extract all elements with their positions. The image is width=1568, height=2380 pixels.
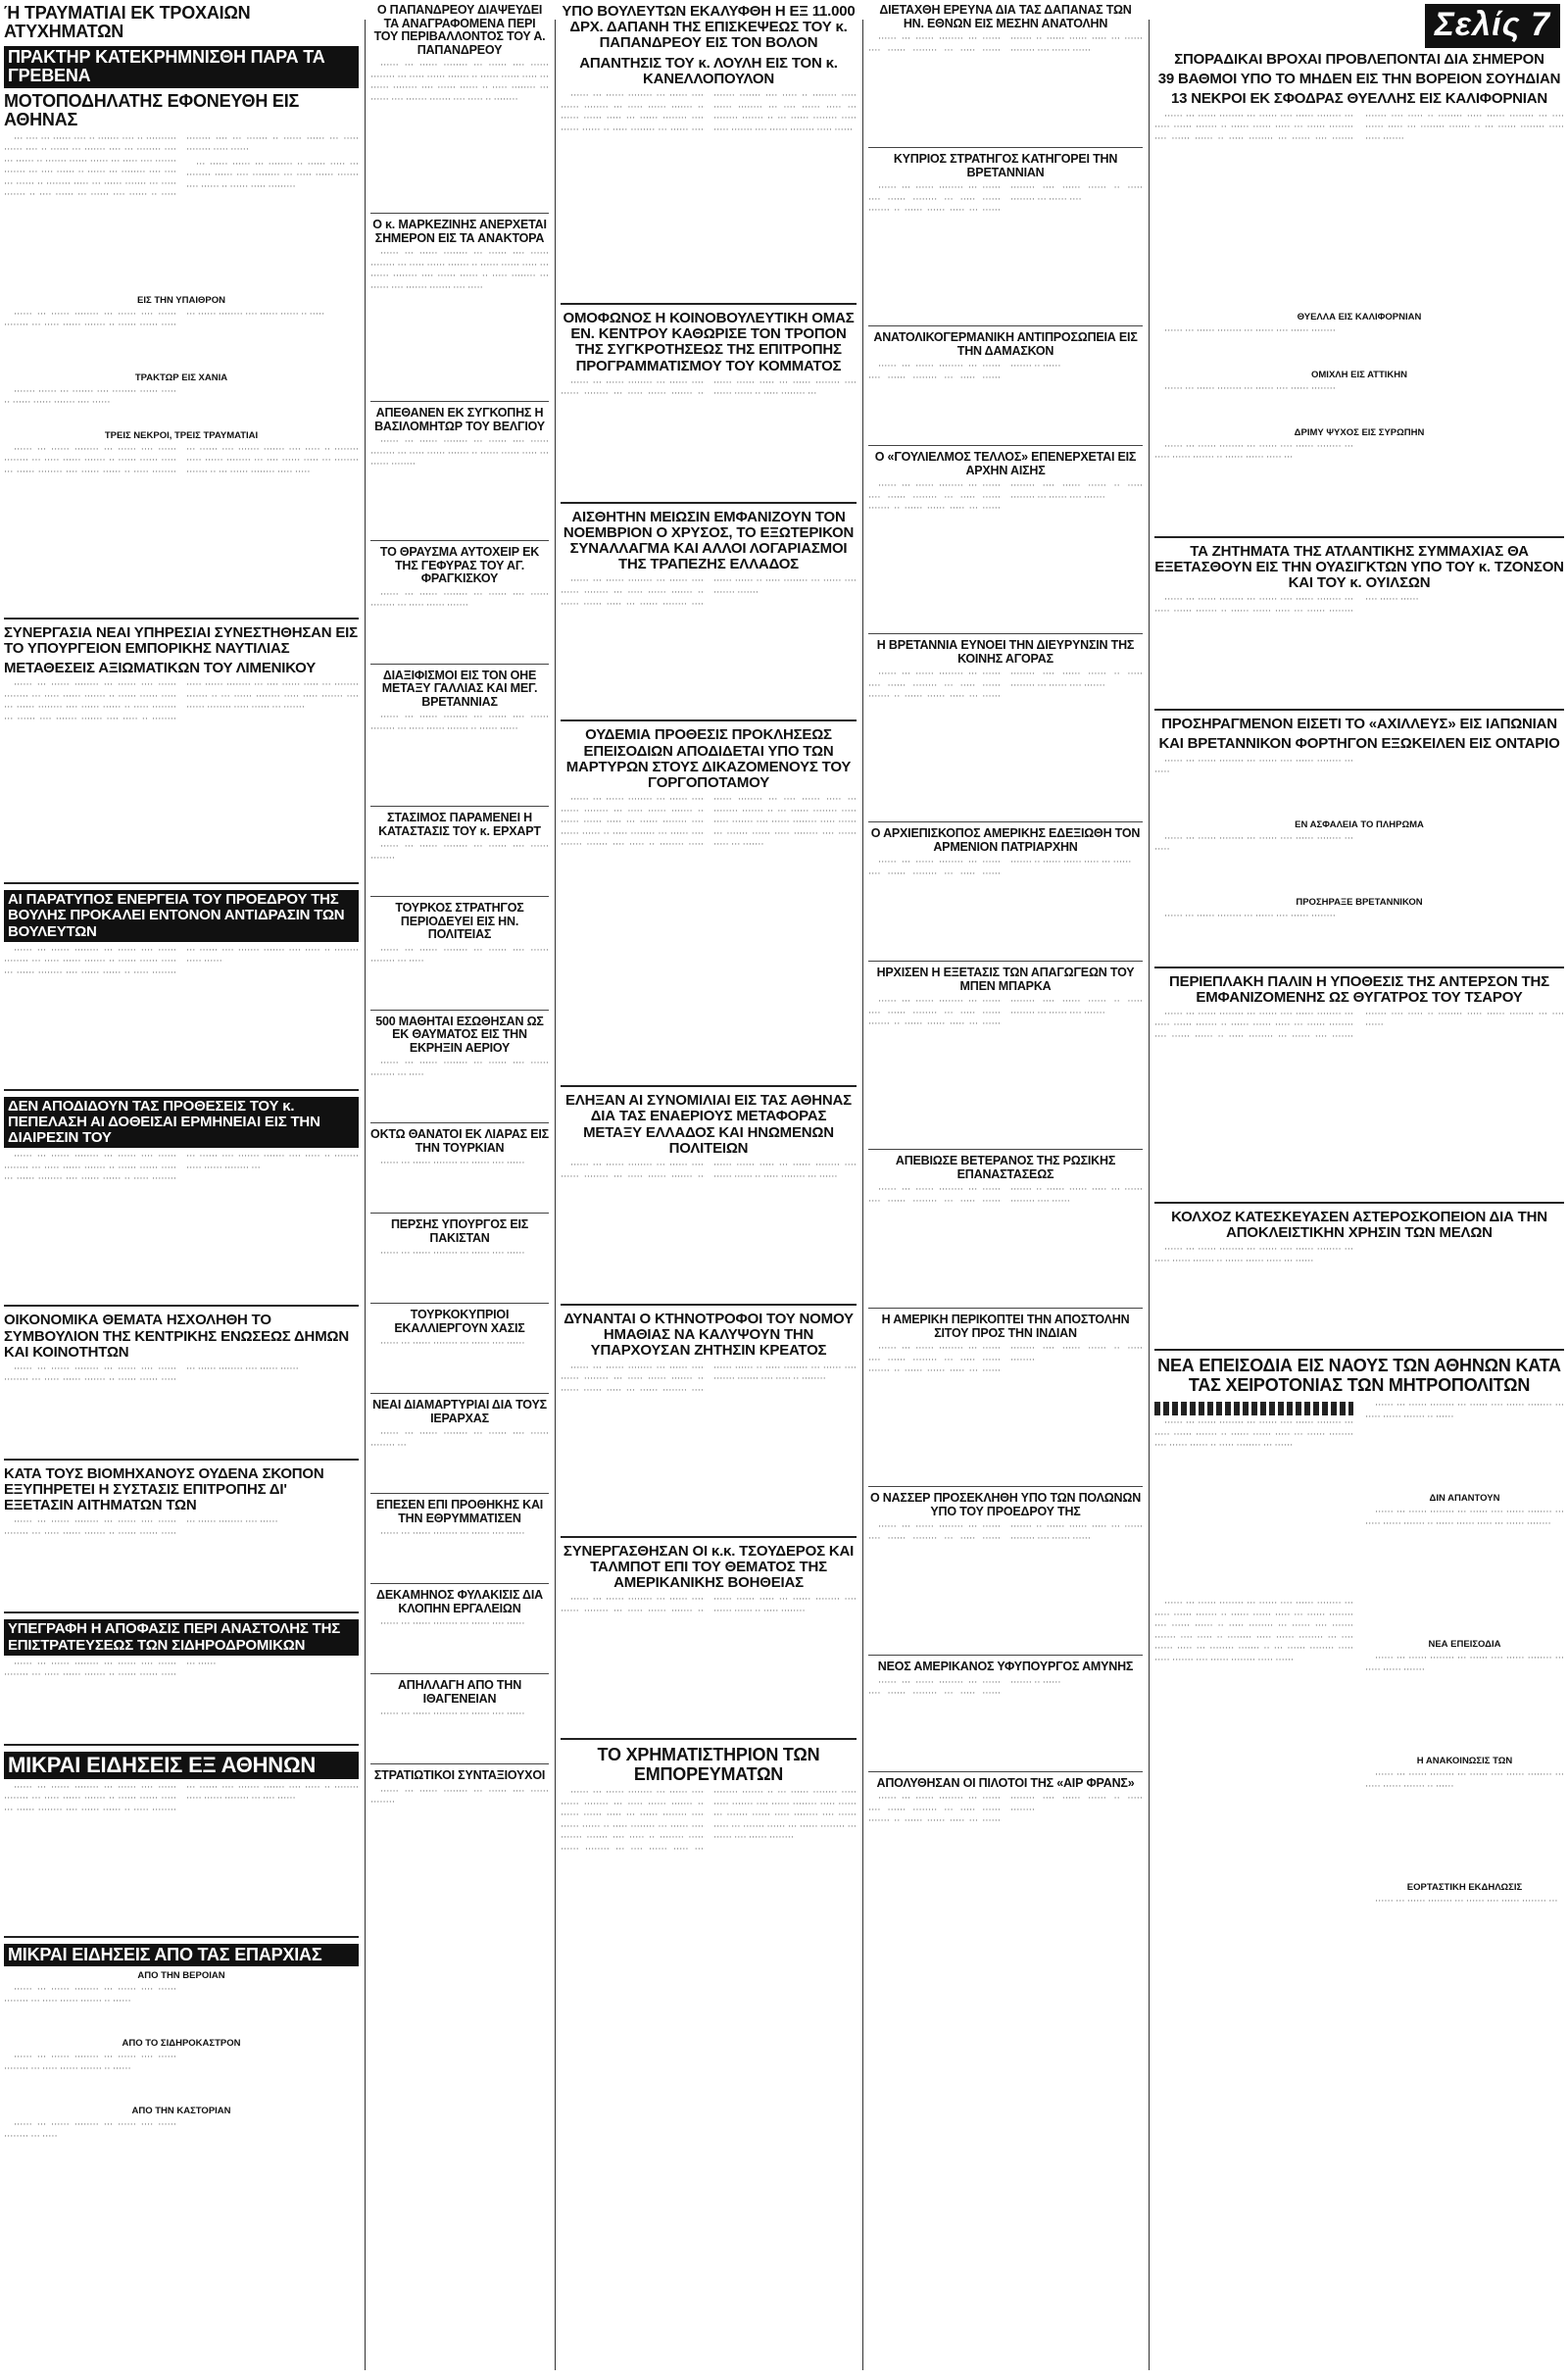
- headline: ΤΟΥΡΚΟΚΥΠΡΙΟΙ ΕΚΑΛΛΙΕΡΓΟΥΝ ΧΑΣΙΣ: [394, 1308, 525, 1335]
- headline: ΔΙΕΤΑΧΘΗ ΕΡΕΥΝΑ ΔΙΑ ΤΑΣ ΔΑΠΑΝΑΣ ΤΩΝ ΗΝ. ΕΘΝΩΝ ΕΙΣ ΜΕΣΗΝ ΑΝΑΤΟΛΗΝ: [879, 3, 1132, 30]
- article-text: ······ ··· ······ ········ ··· ······ ···· ······ ········ ··· ····· ······ ······· ·· ······ ······ ····· ··· ······ ········ ···· ······ ······ ·· ·····: [4, 309, 325, 331]
- article-text: ··· ···· ··· ······ ···· ·· ······· ···· ·· ·········· ······ ···· ·· ······ ··· ······· ···· ··· ········ ···· ··· ······ ·· ······· ······ ······ ··· ····· ···· ······· ······· ··· ···· ······ ·· ······ ··· ········ ···· ···· ··· ······ ·· ········ ····· ··· ······ ······· ··· ····· ······· ·· ···· ······ ··· ······ ···· ······ ·· ····· ········ ···· ··· ······· ·· ······ ······ ··· ····· ········ ····· ······ ··· ······ ······ ··· ········ ·· ······ ····· ··· ········ ······ ···· ········· ··· ····· ······ ······· ···· ······ ·· ······ ····· ·········: [4, 133, 359, 201]
- headline: Η ΑΜΕΡΙΚΗ ΠΕΡΙΚΟΠΤΕΙ ΤΗΝ ΑΠΟΣΤΟΛΗΝ ΣΙΤΟΥ ΠΡΟΣ ΤΗΝ ΙΝΔΙΑΝ: [881, 1313, 1130, 1340]
- headline: ΑΠΗΛΛΑΓΗ ΑΠΟ ΤΗΝ ΙΘΑΓΕΝΕΙΑΝ: [397, 1678, 522, 1706]
- headline: ΜΕΤΑΘΕΣΕΙΣ ΑΞΙΩΜΑΤΙΚΩΝ ΤΟΥ ΛΙΜΕΝΙΚΟΥ: [4, 660, 317, 676]
- headline: ΑΝΑΤΟΛΙΚΟΓΕΡΜΑΝΙΚΗ ΑΝΤΙΠΡΟΣΩΠΕΙΑ ΕΙΣ ΤΗΝ ΔΑΜΑΣΚΟΝ: [873, 330, 1138, 358]
- article-text: ······ ··· ······ ········ ··· ······ ···· ······ ········ ··· ·····: [370, 945, 549, 967]
- article-text: ······ ··· ······ ········ ··· ······ ···· ······ ········: [1164, 911, 1336, 921]
- headline: ΚΟΛΧΟΖ ΚΑΤΕΣΚΕΥΑΣΕΝ ΑΣΤΕΡΟΣΚΟΠΕΙΟΝ ΔΙΑ ΤΗΝ ΑΠΟΚΛΕΙΣΤΙΚΗΝ ΧΡΗΣΙΝ ΤΩΝ ΜΕΛΩΝ: [1171, 1208, 1547, 1242]
- headline: 500 ΜΑΘΗΤΑΙ ΕΣΩΘΗΣΑΝ ΩΣ ΕΚ ΘΑΥΜΑΤΟΣ ΕΙΣ ΤΗΝ ΕΚΡΗΞΙΝ ΑΕΡΙΟΥ: [375, 1014, 544, 1055]
- column-5: [1154, 0, 1564, 2380]
- article-text: ······ ··· ······ ········ ··· ······ ···· ······ ········: [370, 842, 549, 864]
- article-text: ······ ··· ······ ········ ··· ······ ···· ······ ········ ··· ····· ······ ······· ·· ······ ······ ····· ··· ······ ········ ···· ······ ······ ·· ····· ········ ··· ······ ···· ·······: [868, 669, 1143, 703]
- article-text: ······ ··· ······ ········ ··· ······ ···· ······: [380, 1249, 525, 1259]
- subheading: Η ΑΝΑΚΟΙΝΩΣΙΣ ΤΩΝ: [1416, 1756, 1513, 1767]
- article-text: ······ ··· ······ ········ ··· ······ ···· ······: [380, 1159, 525, 1168]
- subheading: ΕΟΡΤΑΣΤΙΚΗ ΕΚΔΗΛΩΣΙΣ: [1406, 1882, 1523, 1894]
- article-text: ······ ··· ······ ········ ··· ······ ···· ······ ········ ··· ····· ······ ······· ·· ······ ······ ····· ··· ······ ········: [370, 437, 549, 471]
- article-text: ······ ··· ······ ········ ··· ······ ···· ······ ········ ··· ····· ······ ······· ·· ······ ······: [370, 713, 549, 734]
- article-text: ······ ··· ······ ········ ··· ······ ···· ······: [380, 1339, 525, 1349]
- article-text: ······ ··· ······ ········ ··· ······ ···· ······ ········ ···: [1375, 1897, 1558, 1908]
- article-text: ······ ··· ······ ········ ··· ······ ···· ······ ········ ··· ····· ······ ······· ·· ······ ······ ····· ··· ······: [1154, 1245, 1353, 1266]
- headline: ΣΠΟΡΑΔΙΚΑΙ ΒΡΟΧΑΙ ΠΡΟΒΛΕΠΟΝΤΑΙ ΔΙΑ ΣΗΜΕΡΟΝ: [1174, 51, 1544, 68]
- article-text: ······ ··· ······ ········ ··· ······ ···· ······ ········ ··· ····· ······ ······· ·· ······ ······ ····· ··· ······ ········ ···· ······ ······ ·· ····· ········ ··· ······ ···· ······· ······· ···· ····· ·· ········ ····· ······ ········ ··· ···· ······ ····· ··· ········ ······· ·· ··· ······ ········ ····· ·····: [4, 444, 359, 477]
- article-text: ······ ··· ······ ········ ··· ······ ···· ······ ········ ··· ····· ······ ······· ·· ······ ······ ····· ··· ······ ········ ···· ······ ······: [868, 1522, 1143, 1544]
- headline: ΑΠΟΛΥΘΗΣΑΝ ΟΙ ΠΙΛΟΤΟΙ ΤΗΣ «ΑΙΡ ΦΡΑΝΣ»: [876, 1775, 1135, 1790]
- article-text: ······ ··· ······ ········ ··· ······ ···· ······ ········ ··· ····· ······ ······· ·· ······ ······ ····· ··· ······ ········ ···· ······ ······ ·· ····· ········ ··· ······ ···· ······· ······· ···· ····· ·· ········ ····· ······ ········ ··· ···· ······ ····· ··· ········ ······· ·· ··· ······ ········ ····· ····· ······· ···· ······ ········ ····· ······: [561, 90, 857, 135]
- article-text: ······ ··· ······ ········ ··· ······ ···· ······ ········ ··· ····· ······ ······· ·· ······ ······ ····· ··· ······ ········ ···· ······ ······ ·· ····· ········ ··· ······ ···· ·······: [868, 481, 1143, 515]
- headline: ΔΥΝΑΝΤΑΙ Ο ΚΤΗΝΟΤΡΟΦΟΙ ΤΟΥ ΝΟΜΟΥ ΗΜΑΘΙΑΣ ΝΑ ΚΑΛΥΨΟΥΝ ΤΗΝ ΥΠΑΡΧΟΥΣΑΝ ΖΗΤΗΣΙΝ ΚΡΕΑΤΟΣ: [564, 1310, 854, 1360]
- headline: ΑΠΕΒΙΩΣΕ ΒΕΤΕΡΑΝΟΣ ΤΗΣ ΡΩΣΙΚΗΣ ΕΠΑΝΑΣΤΑΣΕΩΣ: [895, 1154, 1116, 1181]
- article-text: ······ ··· ······ ········ ··· ······ ···· ······ ········ ··· ····· ······ ······· ·· ······ ······ ····· ··· ······: [868, 858, 1132, 879]
- article-text: ······ ··· ······ ········ ··· ······ ···· ······ ········ ··· ····· ······ ······· ·· ······ ······ ····· ··· ······ ········ ···· ······ ······ ·· ····· ········ ··· ······ ···· ······· ······· ···· ·····: [370, 249, 549, 293]
- headline: ΑΙ ΠΑΡΑΤΥΠΟΣ ΕΝΕΡΓΕΙΑ ΤΟΥ ΠΡΟΕΔΡΟΥ ΤΗΣ ΒΟΥΛΗΣ ΠΡΟΚΑΛΕΙ ΕΝΤΟΝΟΝ ΑΝΤΙΔΡΑΣΙΝ ΤΩΝ ΒΟΥΛΕΥΤΩΝ: [4, 890, 359, 942]
- headline: ΕΛΗΞΑΝ ΑΙ ΣΥΝΟΜΙΛΙΑΙ ΕΙΣ ΤΑΣ ΑΘΗΝΑΣ ΔΙΑ ΤΑΣ ΕΝΑΕΡΙΟΥΣ ΜΕΤΑΦΟΡΑΣ ΜΕΤΑΞΥ ΕΛΛΑΔΟΣ ΚΑΙ ΗΝΩΜΕΝΩΝ ΠΟΛΙΤΕΙΩΝ: [565, 1092, 852, 1157]
- article-text: ······ ··· ······ ········ ··· ······ ···· ······ ········ ··· ····· ······ ······· ·· ······ ······ ····· ···: [1154, 441, 1353, 464]
- article-text: ······ ··· ······ ········ ··· ······ ···· ······ ········ ··· ····· ······ ······· ·· ······ ······ ····· ··· ······ ········ ···· ······ ······ ·· ····· ········: [868, 1344, 1143, 1377]
- headline: ΚΑΤΑ ΤΟΥΣ ΒΙΟΜΗΧΑΝΟΥΣ ΟΥΔΕΝΑ ΣΚΟΠΟΝ ΕΞΥΠΗΡΕΤΕΙ Η ΣΥΣΤΑΣΙΣ ΕΠΙΤΡΟΠΗΣ ΔΙ' ΕΞΕΤΑΣΙΝ ΑΙΤΗΜΑΤΩΝ ΤΩΝ: [4, 1464, 324, 1514]
- headline: ΣΥΝΕΡΓΑΣΘΗΣΑΝ ΟΙ κ.κ. ΤΣΟΥΔΕΡΟΣ ΚΑΙ ΤΑΛΜΠΟΤ ΕΠΙ ΤΟΥ ΘΕΜΑΤΟΣ ΤΗΣ ΑΜΕΡΙΚΑΝΙΚΗΣ ΒΟΗΘΕΙΑΣ: [563, 1542, 855, 1591]
- article-text: ······ ··· ······ ········ ··· ······ ···· ······ ········ ··· ····· ······ ······· ·· ······ ······ ····· ··· ······ ········ ···· ······: [4, 1517, 278, 1539]
- headline: ΠΡΟΣΗΡΑΓΜΕΝΟΝ ΕΙΣΕΤΙ ΤΟ «ΑΧΙΛΛΕΥΣ» ΕΙΣ ΙΑΠΩΝΙΑΝ: [1161, 716, 1557, 733]
- headline: ΕΠΕΣΕΝ ΕΠΙ ΠΡΟΘΗΚΗΣ ΚΑΙ ΤΗΝ ΕΘΡΥΜΜΑΤΙΣΕΝ: [375, 1498, 544, 1525]
- headline: ΑΠΕΘΑΝΕΝ ΕΚ ΣΥΓΚΟΠΗΣ Η ΒΑΣΙΛΟΜΗΤΩΡ ΤΟΥ ΒΕΛΓΙΟΥ: [374, 406, 545, 433]
- article-text: ······ ··· ······ ········ ··· ······ ···· ······ ········ ··· ····· ······ ······· ·· ······ ······ ····· ··· ······ ········ ···· ······ ······ ·· ····· ········ ··· ······ ···· ·······: [868, 997, 1143, 1030]
- headline: ΔΕΝ ΑΠΟΔΙΔΟΥΝ ΤΑΣ ΠΡΟΘΕΣΕΙΣ ΤΟΥ κ. ΠΕΠΕΛΑΣΗ ΑΙ ΔΟΘΕΙΣΑΙ ΕΡΜΗΝΕΙΑΙ ΕΙΣ ΤΗΝ ΔΙΑΙΡΕΣΙΝ ΤΟΥ: [4, 1097, 359, 1149]
- headline: ΠΡΑΚΤΗΡ ΚΑΤΕΚΡΗΜΝΙΣΘΗ ΠΑΡΑ ΤΑ ΓΡΕΒΕΝΑ: [4, 46, 359, 88]
- article-text: ······ ··· ······ ········ ··· ······ ···· ······ ········ ··· ····· ······ ······· ·· ······ ······ ····· ··· ······ ········ ···· ······ ······ ·· ····· ········ ··· ······ ···· ······· ······· ···· ····· ·· ········ ····· ······ ········ ··· ···· ······ ····· ··· ········ ······· ·· ··· ······ ········ ····· ····· ······· ···· ······ ········ ····· ······ ··· ·······: [4, 680, 359, 724]
- headline: ΝΕΑ ΕΠΕΙΣΟΔΙΑ ΕΙΣ ΝΑΟΥΣ ΤΩΝ ΑΘΗΝΩΝ ΚΑΤΑ ΤΑΣ ΧΕΙΡΟΤΟΝΙΑΣ ΤΩΝ ΜΗΤΡΟΠΟΛΙΤΩΝ: [1157, 1356, 1561, 1395]
- article-text: ······ ··· ······ ········ ··· ······ ···· ······ ········ ··· ····· ······ ······· ·· ······ ······ ····· ··· ······ ········ ···· ······ ······ ·· ····· ········: [561, 1595, 857, 1616]
- article-text: ······ ··· ······ ········ ··· ······ ···· ······ ········ ··· ····· ······ ······· ·· ······ ······ ····· ··· ······ ········ ···· ······ ······ ·· ····· ········ ··· ······ ···· ······· ·······: [561, 576, 857, 610]
- headline: ΝΕΟΣ ΑΜΕΡΙΚΑΝΟΣ ΥΦΥΠΟΥΡΓΟΣ ΑΜΥΝΗΣ: [877, 1660, 1134, 1673]
- article-text: ······ ··· ······ ········ ··· ······ ···· ······ ········ ··· ·····: [370, 1059, 549, 1080]
- headline: ΜΟΤΟΠΟΔΗΛΑΤΗΣ ΕΦΟΝΕΥΘΗ ΕΙΣ ΑΘΗΝΑΣ: [4, 90, 300, 130]
- article-text: ······ ··· ······ ········ ··· ······ ···· ······ ········: [1164, 325, 1336, 336]
- headline: ΚΑΙ ΒΡΕΤΑΝΝΙΚΟΝ ΦΟΡΤΗΓΟΝ ΕΞΩΚΕΙΛΕΝ ΕΙΣ ΟΝΤΑΡΙΟ: [1158, 735, 1560, 753]
- subheading: ΑΠΟ ΤΗΝ ΒΕΡΟΙΑΝ: [137, 1970, 225, 1981]
- headline: ΤΟΥΡΚΟΣ ΣΤΡΑΤΗΓΟΣ ΠΕΡΙΟΔΕΥΕΙ ΕΙΣ ΗΝ. ΠΟΛΙΤΕΙΑΣ: [395, 901, 524, 941]
- article-text: ······ ··· ······ ········ ··· ······ ···· ······: [380, 1529, 525, 1539]
- subheading: ΔΙΝ ΑΠΑΝΤΟΥΝ: [1429, 1493, 1500, 1505]
- article-text: ······ ··· ······ ········ ··· ······ ···· ······ ········ ··· ····· ······ ······· ·· ······: [1365, 1770, 1564, 1792]
- column-4: [868, 0, 1143, 2380]
- column-2: [370, 0, 549, 2380]
- article-text: ······ ··· ······ ········ ··· ······ ···· ······ ········ ··· ····· ······ ······· ·· ······ ······ ····· ··· ······ ········ ···· ······ ······ ·· ····· ········ ··· ······ ···· ······· ······· ···· ····· ·· ········: [370, 61, 549, 105]
- article-text: ······ ··· ······ ········ ··· ······ ···· ······ ········ ··· ····· ······ ······· ·· ······ ······ ····· ··· ······ ········ ···· ······ ······ ·· ····· ········ ··· ······: [561, 1160, 857, 1182]
- headline: ΚΥΠΡΙΟΣ ΣΤΡΑΤΗΓΟΣ ΚΑΤΗΓΟΡΕΙ ΤΗΝ ΒΡΕΤΑΝΝΙΑΝ: [893, 152, 1118, 179]
- subheading: ΑΠΟ ΤΟ ΣΙΔΗΡΟΚΑΣΤΡΟΝ: [122, 2038, 241, 2049]
- column-1: [4, 0, 359, 2380]
- headline: ΟΥΔΕΜΙΑ ΠΡΟΘΕΣΙΣ ΠΡΟΚΛΗΣΕΩΣ ΕΠΕΙΣΟΔΙΩΝ ΑΠΟΔΙΔΕΤΑΙ ΥΠΟ ΤΩΝ ΜΑΡΤΥΡΩΝ ΣΤΟΥΣ ΔΙΚΑΖΟΜΕΝΟΥΣ ΤΟΥ ΓΟΡΓΟΠΟΤΑΜΟΥ: [565, 726, 852, 791]
- article-text: ······ ··· ······ ········ ··· ······ ···· ······ ········: [370, 1786, 549, 1809]
- article-text: ······ ··· ······ ········ ··· ······ ···· ······ ········ ···: [370, 1429, 549, 1451]
- article-text: ······ ··· ······ ········ ··· ······ ···· ······ ········ ··· ····· ······ ······· ·· ······ ······ ····· ··· ······ ········ ···· ······ ······ ·· ····· ········ ··· ······ ···· ······· ······· ···· ····· ·· ········ ····· ······ ········ ··· ···· ······ ····· ··· ········ ······· ·· ··· ······ ········ ····· ····· ······· ···· ······ ········ ····· ······ ··· ······· ······ ····· ········ ···· ······ ····· ··· ·······: [561, 795, 857, 851]
- headline: 13 ΝΕΚΡΟΙ ΕΚ ΣΦΟΔΡΑΣ ΘΥΕΛΛΗΣ ΕΙΣ ΚΑΛΙΦΟΡΝΙΑΝ: [1170, 90, 1548, 108]
- subheading: ΠΡΟΣΗΡΑΞΕ ΒΡΕΤΑΝΝΙΚΟΝ: [1296, 896, 1423, 908]
- column-rule: [365, 20, 366, 2370]
- page-number-masthead: Σελίς 7: [1425, 4, 1560, 48]
- article-text: ······ ··· ······ ········ ··· ······ ···· ······ ········ ··· ····· ······ ······· ·· ······ ······ ····· ··· ······ ········ ···· ······ ······: [1154, 595, 1419, 617]
- article-text: ······ ··· ······ ········ ··· ······ ···· ······ ········: [1164, 383, 1336, 394]
- article-text: ······ ··· ······ ········ ··· ······ ···· ······ ········ ··· ····· ······ ······· ·· ······: [1365, 1401, 1564, 1422]
- headline: Ο ΑΡΧΙΕΠΙΣΚΟΠΟΣ ΑΜΕΡΙΚΗΣ ΕΔΕΞΙΩΘΗ ΤΟΝ ΑΡΜΕΝΙΟΝ ΠΑΤΡΙΑΡΧΗΝ: [870, 826, 1141, 854]
- headline: ΤΟ ΧΡΗΜΑΤΙΣΤΗΡΙΟΝ ΤΩΝ ΕΜΠΟΡΕΥΜΑΤΩΝ: [597, 1745, 820, 1784]
- article-text: ······ ··· ······ ········ ··· ······ ···· ······ ········ ··· ····· ······ ······· ·· ······: [868, 1677, 1061, 1700]
- article-text: ······ ··· ······ ········ ··· ······ ···· ······ ········ ··· ····· ······ ······· ·· ······ ······ ····· ··· ······ ········ ···· ······ ······ ·· ····· ········ ··· ······ ···· ······· ······· ···· ····· ·· ········ ····· ······ ········ ···: [4, 1152, 359, 1185]
- decorative-banner: [1154, 1402, 1353, 1415]
- headline: ΥΠΟ ΒΟΥΛΕΥΤΩΝ ΕΚΑΛΥΦΘΗ Η ΕΞ 11.000 ΔΡΧ. ΔΑΠΑΝΗ ΤΗΣ ΕΠΙΣΚΕΨΕΩΣ ΤΟΥ κ. ΠΑΠΑΝΔΡΕΟΥ ΕΙΣ ΤΟΝ ΒΟΛΟΝ: [562, 3, 856, 52]
- article-text: ······ ··· ······ ········ ··· ······ ···· ······ ········ ··· ····· ······ ······· ·· ······ ······ ····· ··· ······ ········ ···· ······ ······ ·· ····· ········ ··· ······ ···· ······· ······· ···· ····· ·· ········ ····· ······ ········ ··· ···· ······: [1154, 1009, 1564, 1042]
- subheading: ΝΕΑ ΕΠΕΙΣΟΔΙΑ: [1428, 1639, 1501, 1651]
- headline: ΗΡΧΙΣΕΝ Η ΕΞΕΤΑΣΙΣ ΤΩΝ ΑΠΑΓΩΓΕΩΝ ΤΟΥ ΜΠΕΝ ΜΠΑΡΚΑ: [876, 966, 1135, 993]
- headline: 39 ΒΑΘΜΟΙ ΥΠΟ ΤΟ ΜΗΔΕΝ ΕΙΣ ΤΗΝ ΒΟΡΕΙΟΝ ΣΟΥΗΔΙΑΝ: [1157, 71, 1561, 88]
- headline: Ο κ. ΜΑΡΚΕΖΙΝΗΣ ΑΝΕΡΧΕΤΑΙ ΣΗΜΕΡΟΝ ΕΙΣ ΤΑ ΑΝΑΚΤΟΡΑ: [372, 218, 547, 245]
- article-text: ······ ··· ······ ········ ··· ······ ···· ······ ········ ··· ·····: [4, 2120, 176, 2142]
- article-text: ······ ··· ······ ········ ··· ······ ···· ······: [380, 1619, 525, 1629]
- headline: ΣΥΝΕΡΓΑΣΙΑ ΝΕΑΙ ΥΠΗΡΕΣΙΑΙ ΣΥΝΕΣΤΗΘΗΣΑΝ ΕΙΣ ΤΟ ΥΠΟΥΡΓΕΙΟΝ ΕΜΠΟΡΙΚΗΣ ΝΑΥΤΙΛΙΑΣ: [4, 623, 358, 657]
- article-text: ······ ··· ······ ········ ··· ······ ···· ······ ········ ··· ····· ······ ······· ·· ······ ······ ····· ··· ······ ········ ···· ······ ······: [868, 34, 1143, 56]
- article-text: ······ ··· ······ ········ ··· ······ ···· ······ ········ ··· ····· ······ ·······: [370, 589, 549, 612]
- subheading: ΑΠΟ ΤΗΝ ΚΑΣΤΟΡΙΑΝ: [131, 2106, 231, 2116]
- article-text: ······ ··· ······ ········ ··· ······ ···· ······ ········ ··· ····· ······ ······· ·· ······: [868, 362, 1061, 383]
- headline: ΠΕΡΣΗΣ ΥΠΟΥΡΓΟΣ ΕΙΣ ΠΑΚΙΣΤΑΝ: [390, 1217, 529, 1245]
- article-text: ······ ··· ······ ········ ··· ······ ···· ······ ········ ··· ····· ······ ······· ·· ······ ······ ····· ··· ······ ········ ···· ······ ······ ·· ····· ········: [868, 1794, 1143, 1827]
- article-text: ······ ··· ······ ········ ··· ······ ···· ······: [380, 1710, 525, 1719]
- article-text: ······ ··· ······ ········ ··· ······ ···· ······ ········ ··· ····· ······ ·······: [1365, 1654, 1564, 1675]
- headline: ΝΕΑΙ ΔΙΑΜΑΡΤΥΡΙΑΙ ΔΙΑ ΤΟΥΣ ΙΕΡΑΡΧΑΣ: [372, 1398, 547, 1425]
- article-text: ······ ··· ······ ········ ··· ······ ···· ······ ········ ··· ····· ······ ······· ·· ······ ······ ····· ··· ······ ········ ···· ······ ······ ·· ····· ········ ··· ······ ···· ······· ······· ···· ····· ·· ········ ····· ······ ········ ··· ···· ······: [4, 1782, 359, 1815]
- headline: Ο ΠΑΠΑΝΔΡΕΟΥ ΔΙΑΨΕΥΔΕΙ ΤΑ ΑΝΑΓΡΑΦΟΜΕΝΑ ΠΕΡΙ ΤΟΥ ΠΕΡΙΒΑΛΛΟΝΤΟΣ ΤΟΥ Α. ΠΑΠΑΝΔΡΕΟΥ: [373, 3, 546, 57]
- headline: ΣΤΡΑΤΙΩΤΙΚΟΙ ΣΥΝΤΑΞΙΟΥΧΟΙ: [373, 1768, 546, 1782]
- article-text: ······ ··· ······ ········ ··· ······ ···· ······ ········ ··· ····· ······ ······· ·· ······ ······ ····· ··· ······ ········: [1365, 1508, 1564, 1529]
- headline: ΟΙΚΟΝΟΜΙΚΑ ΘΕΜΑΤΑ ΗΣΧΟΛΗΘΗ ΤΟ ΣΥΜΒΟΥΛΙΟΝ ΤΗΣ ΚΕΝΤΡΙΚΗΣ ΕΝΩΣΕΩΣ ΔΗΜΩΝ ΚΑΙ ΚΟΙΝΟΤΗΤΩΝ: [4, 1312, 349, 1361]
- article-text: ······· ······ ··· ······· ···· ········ ······ ····· ·· ······ ······ ······· ···· ······: [4, 386, 176, 409]
- headline: Η ΒΡΕΤΑΝΝΙΑ ΕΥΝΟΕΙ ΤΗΝ ΔΙΕΥΡΥΝΣΙΝ ΤΗΣ ΚΟΙΝΗΣ ΑΓΟΡΑΣ: [876, 638, 1135, 666]
- headline: ΜΙΚΡΑΙ ΕΙΔΗΣΕΙΣ ΕΞ ΑΘΗΝΩΝ: [4, 1752, 359, 1779]
- article-text: ······ ··· ······ ········ ··· ······ ···· ······ ········ ··· ····· ······ ······· ·· ······ ······ ····· ··· ······ ········ ···· ······ ······ ·· ····· ········ ··· ······ ····: [868, 183, 1143, 217]
- headline: ΜΙΚΡΑΙ ΕΙΔΗΣΕΙΣ ΑΠΟ ΤΑΣ ΕΠΑΡΧΙΑΣ: [4, 1944, 359, 1966]
- headline: ΥΠΕΓΡΑΦΗ Η ΑΠΟΦΑΣΙΣ ΠΕΡΙ ΑΝΑΣΤΟΛΗΣ ΤΗΣ ΕΠΙΣΤΡΑΤΕΥΣΕΩΣ ΤΩΝ ΣΙΔΗΡΟΔΡΟΜΙΚΩΝ: [4, 1619, 359, 1655]
- article-text: ······ ··· ······ ········ ··· ······ ···· ······ ········ ··· ····· ······ ······· ·· ······ ······ ····· ··· ······ ········ ···· ······: [868, 1185, 1143, 1207]
- subheading: ΔΡΙΜΥ ΨΥΧΟΣ ΕΙΣ ΣΥΡΩΠΗΝ: [1294, 426, 1425, 438]
- article-text: ······ ··· ······ ········ ··· ······ ···· ······ ········ ··· ·····: [1154, 756, 1353, 778]
- headline: ΔΙΑΞΙΦΙΣΜΟΙ ΕΙΣ ΤΟΝ ΟΗΕ ΜΕΤΑΞΥ ΓΑΛΛΙΑΣ ΚΑΙ ΜΕΓ. ΒΡΕΤΑΝΝΙΑΣ: [381, 668, 538, 709]
- headline: Ο ΝΑΣΣΕΡ ΠΡΟΣΕΚΛΗΘΗ ΥΠΟ ΤΩΝ ΠΟΛΩΝΩΝ ΥΠΟ ΤΟΥ ΠΡΟΕΔΡΟΥ ΤΗΣ: [869, 1491, 1142, 1518]
- column-rule: [1149, 20, 1150, 2370]
- headline: ΔΕΚΑΜΗΝΟΣ ΦΥΛΑΚΙΣΙΣ ΔΙΑ ΚΛΟΠΗΝ ΕΡΓΑΛΕΙΩΝ: [376, 1588, 543, 1615]
- article-text: ······ ··· ······ ········ ··· ······ ···· ······ ········ ··· ····· ······ ······· ·· ······ ······ ····· ··· ······ ········ ···· ······ ······ ·· ····· ········ ··· ······ ···· ······· ······· ···· ····· ·· ········ ····· ······ ········ ··· ···· ······ ····· ··· ········ ······· ·· ··· ······ ········ ····· ····· ······· ···· ······ ········ ····· ······: [1154, 1599, 1353, 1665]
- subheading: ΤΡΑΚΤΩΡ ΕΙΣ ΧΑΝΙΑ: [134, 372, 228, 383]
- headline: Ο «ΓΟΥΛΙΕΛΜΟΣ ΤΕΛΛΟΣ» ΕΠΕΝΕΡΧΕΤΑΙ ΕΙΣ ΑΡΧΗΝ ΑΙΣΗΣ: [874, 450, 1137, 477]
- headline: ΑΠΑΝΤΗΣΙΣ ΤΟΥ κ. ΛΟΥΛΗ ΕΙΣ ΤΟΝ κ. ΚΑΝΕΛΛΟΠΟΥΛΟΝ: [579, 54, 838, 87]
- article-text: ······ ··· ······ ········ ··· ······ ···· ······ ········ ··· ····· ······ ······· ·· ······ ······ ····· ··· ······ ········ ···· ······ ······ ·· ····· ········ ··· ······ ···· ······· ······· ···· ····· ·· ········ ····· ······ ········ ··· ···· ······ ····· ··· ········ ······· ·· ··· ······ ········ ····· ····· ·······: [1154, 111, 1564, 144]
- subheading: ΘΥΕΛΛΑ ΕΙΣ ΚΑΛΙΦΟΡΝΙΑΝ: [1297, 311, 1422, 322]
- article-text: ······ ··· ······ ········ ··· ······ ···· ······ ········ ··· ·····: [1154, 833, 1353, 856]
- article-text: ······ ··· ······ ········ ··· ······ ···· ······ ········ ··· ····· ······ ······· ·· ······ ······ ····· ··· ······ ········ ···· ······ ······ ·· ····· ········ ··· ······: [1154, 1418, 1353, 1452]
- subheading: ΕΝ ΑΣΦΑΛΕΙΑ ΤΟ ΠΛΗΡΩΜΑ: [1295, 818, 1424, 830]
- headline: ΟΚΤΩ ΘΑΝΑΤΟΙ ΕΚ ΛΙΑΡΑΣ ΕΙΣ ΤΗΝ ΤΟΥΡΚΙΑΝ: [370, 1127, 549, 1155]
- column-3: [561, 0, 857, 2380]
- headline: ΠΕΡΙΕΠΛΑΚΗ ΠΑΛΙΝ Η ΥΠΟΘΕΣΙΣ ΤΗΣ ΑΝΤΕΡΣΟΝ ΤΗΣ ΕΜΦΑΝΙΖΟΜΕΝΗΣ ΩΣ ΘΥΓΑΤΡΟΣ ΤΟΥ ΤΣΑΡΟΥ: [1169, 972, 1549, 1006]
- article-text: ······ ··· ······ ········ ··· ······ ···· ······ ········ ··· ····· ······ ······· ·· ······ ······ ····· ··· ······ ········ ···· ······ ······ ·· ····· ········ ···: [561, 377, 857, 400]
- article-text: ······ ··· ······ ········ ··· ······ ···· ······ ········ ··· ····· ······ ······· ·· ······: [4, 2053, 176, 2074]
- headline: ΟΜΟΦΩΝΟΣ Η ΚΟΙΝΟΒΟΥΛΕΥΤΙΚΗ ΟΜΑΣ ΕΝ. ΚΕΝΤΡΟΥ ΚΑΘΩΡΙΣΕ ΤΟΝ ΤΡΟΠΟΝ ΤΗΣ ΣΥΓΚΡΟΤΗΣΕΩΣ ΤΗΣ ΕΠΙΤΡΟΠΗΣ ΠΡΟΓΡΑΜΜΑΤΙΣΜΟΥ ΤΟΥ ΚΟΜΜΑΤΟΣ: [563, 309, 855, 374]
- headline: ΑΙΣΘΗΤΗΝ ΜΕΙΩΣΙΝ ΕΜΦΑΝΙΖΟΥΝ ΤΟΝ ΝΟΕΜΒΡΙΟΝ Ο ΧΡΥΣΟΣ, ΤΟ ΕΞΩΤΕΡΙΚΟΝ ΣΥΝΑΛΛΑΓΜΑ ΚΑΙ ΑΛΛΟΙ ΛΟΓΑΡΙΑΣΜΟΙ ΤΗΣ ΤΡΑΠΕΖΗΣ ΕΛΛΑΔΟΣ: [563, 508, 855, 573]
- headline: ΤΑ ΖΗΤΗΜΑΤΑ ΤΗΣ ΑΤΛΑΝΤΙΚΗΣ ΣΥΜΜΑΧΙΑΣ ΘΑ ΕΞΕΤΑΣΘΟΥΝ ΕΙΣ ΤΗΝ ΟΥΑΣΙΓΚΤΩΝ ΥΠΟ ΤΟΥ κ. ΤΖΟΝΣΟΝ ΚΑΙ ΤΟΥ κ. ΟΥΙΛΣΩΝ: [1154, 542, 1564, 591]
- article-text: ······ ··· ······ ········ ··· ······ ···· ······ ········ ··· ····· ······ ······· ·· ······ ······ ····· ··· ······ ········ ···· ······ ······ ·· ····· ········ ··· ······ ···· ······· ······· ···· ····· ·· ········ ····· ······: [4, 945, 359, 978]
- subheading: ΕΙΣ ΤΗΝ ΥΠΑΙΘΡΟΝ: [137, 294, 225, 306]
- article-text: ······ ··· ······ ········ ··· ······ ···· ······ ········ ··· ····· ······ ······· ·· ······ ······ ····· ··· ······ ········ ···· ······ ······ ·· ····· ········ ··· ······ ···· ······· ······· ···· ····· ·· ········: [561, 1363, 857, 1396]
- subheading: ΟΜΙΧΛΗ ΕΙΣ ΑΤΤΙΚΗΝ: [1311, 369, 1407, 380]
- column-rule: [555, 20, 556, 2370]
- subheading: ΤΡΕΙΣ ΝΕΚΡΟΙ, ΤΡΕΙΣ ΤΡΑΥΜΑΤΙΑΙ: [104, 429, 259, 441]
- headline: ΤΟ ΘΡΑΥΣΜΑ ΑΥΤΟΧΕΙΡ ΕΚ ΤΗΣ ΓΕΦΥΡΑΣ ΤΟΥ ΑΓ. ΦΡΑΓΚΙΣΚΟΥ: [379, 545, 540, 585]
- article-text: ······ ··· ······ ········ ··· ······ ···· ······ ········ ··· ····· ······ ······· ·· ······: [4, 1985, 176, 2007]
- article-text: ······ ··· ······ ········ ··· ······ ···· ······ ········ ··· ····· ······ ······· ·· ······ ······ ····· ··· ······ ········ ···· ······ ······: [4, 1364, 299, 1386]
- article-text: ······ ··· ······ ········ ··· ······ ···· ······ ········ ··· ····· ······ ······· ·· ······ ······ ····· ··· ······ ········ ···· ······ ······ ·· ····· ········ ··· ······ ···· ······· ······· ···· ····· ·· ········ ····· ······ ········ ··· ···· ······ ····· ··· ········ ······· ·· ··· ······ ········ ····· ····· ······· ···· ······ ········ ····· ······ ··· ······· ······ ····· ········ ···· ······ ····· ··· ······· ······ ··· ······ ········ ··· ······ ···· ······ ········: [561, 1787, 857, 1855]
- headline: ΣΤΑΣΙΜΟΣ ΠΑΡΑΜΕΝΕΙ Η ΚΑΤΑΣΤΑΣΙΣ ΤΟΥ κ. ΕΡΧΑΡΤ: [378, 811, 541, 838]
- column-rule: [862, 20, 863, 2370]
- headline: Ή ΤΡΑΥΜΑΤΙΑΙ ΕΚ ΤΡΟΧΑΙΩΝ ΑΤΥΧΗΜΑΤΩΝ: [4, 3, 251, 42]
- article-text: ······ ··· ······ ········ ··· ······ ···· ······ ········ ··· ····· ······ ······· ·· ······ ······ ····· ··· ······: [4, 1659, 217, 1681]
